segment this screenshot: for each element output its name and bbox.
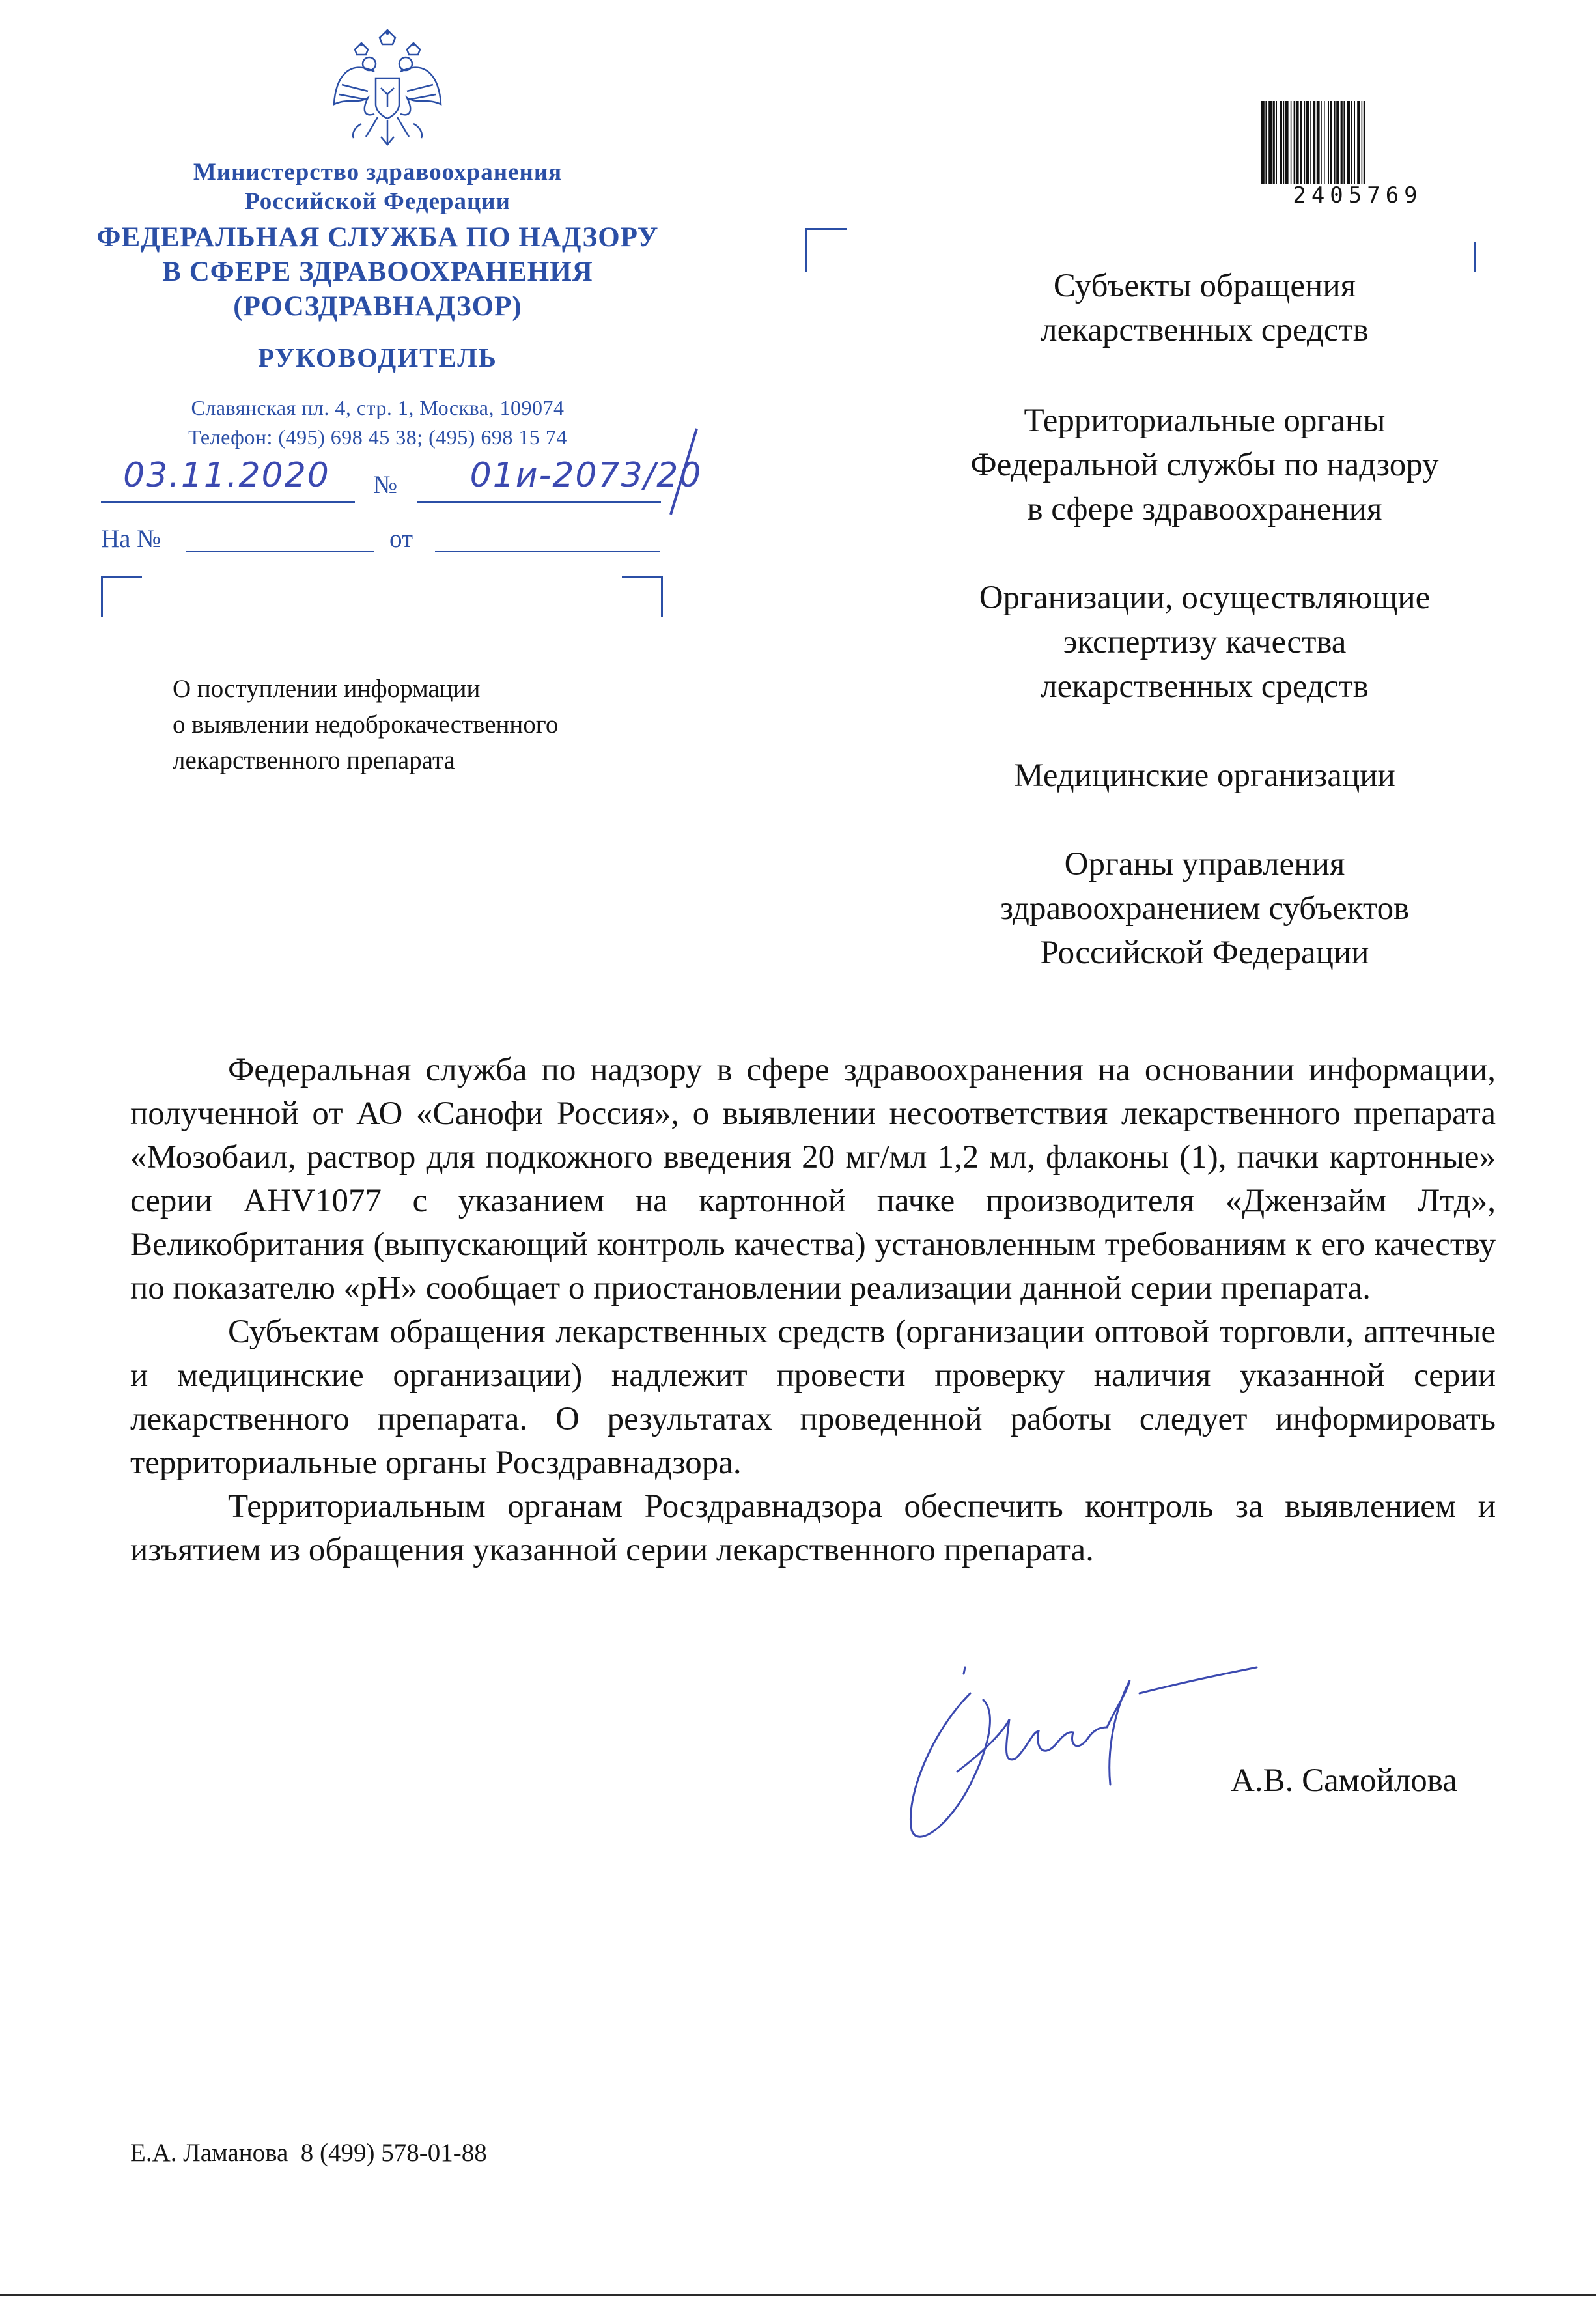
ref-underline	[186, 551, 374, 552]
barcode-bar	[1306, 101, 1309, 184]
letter-body	[130, 1049, 1496, 1572]
recipient-1-line1: Субъекты обращения	[1053, 268, 1356, 304]
registration-number: 01и-2073/20	[469, 456, 703, 495]
body-paragraph-3: Территориальным органам Росздравнадзора обеспечить контроль за выявлением и изъятием из обращения указанной серии лекарственного препарата.	[130, 1488, 1496, 1568]
barcode-bar	[1336, 101, 1339, 184]
recipient-1-line2: лекарственных средств	[1041, 312, 1369, 348]
recipient-block-4	[899, 754, 1511, 798]
barcode-bar	[1347, 101, 1350, 184]
barcode-number: 2405769	[1293, 182, 1423, 208]
barcode-bar	[1283, 101, 1285, 184]
number-underline	[417, 501, 661, 503]
barcode-bar	[1317, 101, 1320, 184]
barcode-bar	[1334, 101, 1336, 184]
barcode-bar	[1310, 101, 1311, 184]
barcode-bar	[1268, 101, 1272, 184]
service-name-line2: В СФЕРЕ ЗДРАВООХРАНЕНИЯ	[162, 257, 593, 287]
handwritten-signature	[892, 1654, 1270, 1850]
body-paragraph-2: Субъектам обращения лекарственных средств (организации оптовой торговли, аптечные и медицинские организации) надлежит провести проверку наличия указанной серии лекарственного препарата. О результатах проведенной работы следует информировать территориальные органы Росздравнадзора.	[130, 1314, 1496, 1481]
barcode-bar	[1357, 101, 1360, 184]
phone-line: Телефон: (495) 698 45 38; (495) 698 15 74	[188, 425, 567, 449]
subject-line3: лекарственного препарата	[173, 746, 455, 774]
recipient-2-line2: Федеральной службы по надзору	[970, 447, 1439, 483]
body-paragraph-1: Федеральная служба по надзору в сфере здравоохранения на основании информации, полученной от АО «Санофи Россия», о выявлении несоответствия лекарственного препарата «Мозобаил, раствор для подкожного введения 20 мг/мл 1,2 мл, флаконы (1), пачки картонные» серии AHV1077 с указанием на картонной пачке производителя «Джензайм Лтд», Великобритания (выпускающий контроль качества) установленным требованиям к его качеству по показателю «pH» сообщает о приостановлении реализации данной серии препарата.	[130, 1052, 1496, 1306]
bracket-corner-top-left	[101, 576, 142, 617]
barcode-bar	[1291, 101, 1292, 184]
barcode-bar	[1354, 101, 1355, 184]
recipient-5-line2: здравоохранением субъектов	[1000, 890, 1410, 927]
coat-of-arms-icon	[329, 26, 446, 156]
recipient-block-2	[899, 399, 1511, 531]
barcode-bar	[1364, 101, 1365, 184]
barcode-bar	[1273, 101, 1275, 184]
service-name-line1: ФЕДЕРАЛЬНАЯ СЛУЖБА ПО НАДЗОРУ	[96, 222, 659, 253]
recipient-5-line3: Российской Федерации	[1040, 935, 1369, 971]
ministry-name-line1: Министерство здравоохранения	[193, 159, 563, 186]
bracket-corner-top-right	[622, 576, 663, 617]
recipient-block-5	[899, 842, 1511, 975]
barcode-bar	[1280, 101, 1282, 184]
recipient-5-line1: Органы управления	[1064, 846, 1345, 882]
barcode-bar	[1324, 101, 1325, 184]
recipient-block-3	[899, 576, 1511, 709]
recipient-3-line2: экспертизу качества	[1063, 624, 1347, 660]
barcode-bar	[1261, 101, 1265, 184]
barcode-bar	[1276, 101, 1277, 184]
signatory-name: А.В. Самойлова	[1231, 1762, 1457, 1799]
from-label: от	[389, 525, 413, 553]
scan-edge-line	[0, 2294, 1596, 2296]
ref-label: На №	[101, 525, 161, 553]
barcode-bar	[1341, 101, 1343, 184]
letter-subject	[173, 671, 693, 778]
recipient-2-line1: Территориальные органы	[1024, 402, 1386, 439]
address-corner-left	[805, 228, 847, 272]
barcode-bar	[1296, 101, 1299, 184]
service-name-line3: (РОСЗДРАВНАДЗОР)	[233, 291, 522, 322]
recipient-3-line3: лекарственных средств	[1041, 668, 1369, 705]
barcode-bar	[1328, 101, 1329, 184]
address-line: Славянская пл. 4, стр. 1, Москва, 109074	[191, 396, 565, 419]
barcode-icon	[1260, 101, 1455, 186]
executor-contact: Е.А. Ламанова 8 (499) 578-01-88	[130, 2139, 487, 2167]
head-title: РУКОВОДИТЕЛЬ	[258, 343, 497, 373]
barcode-bar	[1265, 101, 1267, 184]
barcode-bar	[1300, 101, 1302, 184]
barcode-bar	[1330, 101, 1332, 184]
barcode-bar	[1362, 101, 1363, 184]
recipient-4-line1: Медицинские организации	[1014, 757, 1395, 794]
recipient-2-line3: в сфере здравоохранения	[1027, 491, 1382, 528]
recipient-block-1	[899, 264, 1511, 352]
barcode-bar	[1304, 101, 1306, 184]
barcode-bar	[1313, 101, 1315, 184]
barcode-bar	[1285, 101, 1289, 184]
date-underline	[101, 501, 355, 503]
barcode-bar	[1294, 101, 1295, 184]
registration-date: 03.11.2020	[123, 456, 330, 495]
barcode-bar	[1321, 101, 1322, 184]
number-sign: №	[373, 471, 398, 499]
from-underline	[435, 551, 660, 552]
subject-line1: О поступлении информации	[173, 675, 481, 703]
ministry-name-line2: Российской Федерации	[245, 188, 511, 215]
recipient-3-line1: Организации, осуществляющие	[979, 580, 1431, 616]
barcode-bar	[1351, 101, 1352, 184]
handwritten-slash-stroke	[658, 423, 710, 521]
subject-line2: о выявлении недоброкачественного	[173, 711, 559, 739]
barcode-bar	[1343, 101, 1345, 184]
